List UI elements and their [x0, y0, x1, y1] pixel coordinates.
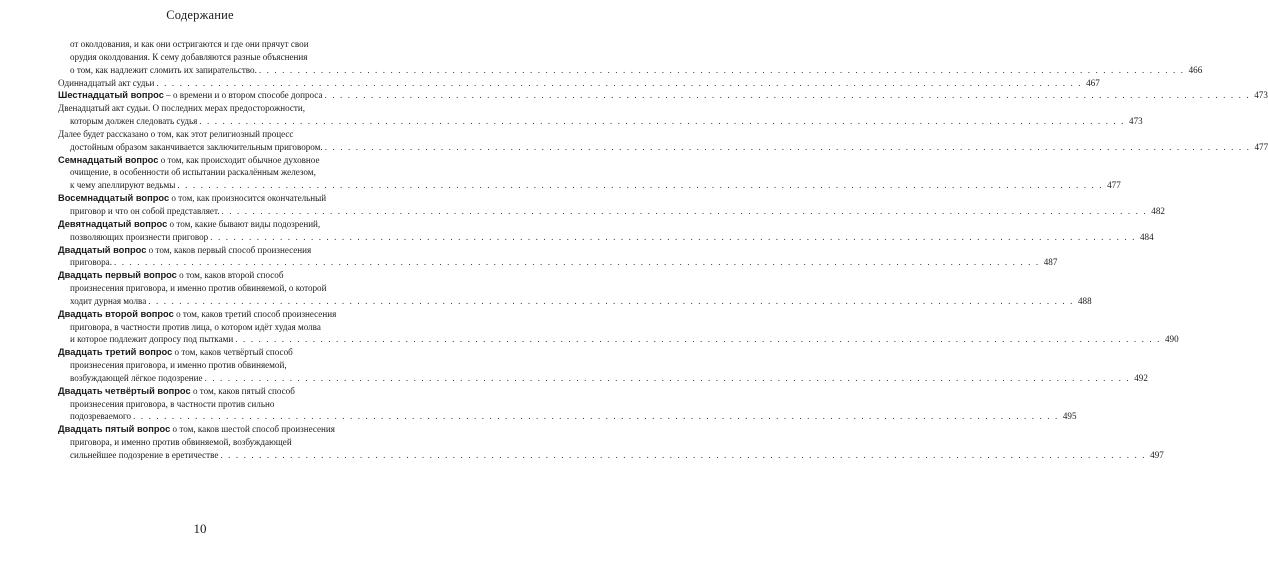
toc-entry-last-line	[58, 295, 1092, 308]
toc-entry-last-line	[58, 89, 1268, 102]
page-number: 10	[193, 521, 207, 536]
dot-leader: . . . . . . . . . . . . . . . . . . . . . . . . . . . . . . . . . . . . . . . . . . . . . . . . . . . . . . . . . . . . . . . . . . . . . . . . . . . . . . . . . . . . . . . . . . . . . . . . . . . . . . . . . . . . . . . . . . . . . . . .	[177, 180, 1104, 191]
toc-page-number: 466	[1188, 64, 1203, 75]
toc-entry-line	[58, 102, 358, 115]
toc-text: и которое подлежит допросу под пытками	[70, 334, 234, 345]
toc-text: Далее будет рассказано о том, как этот религиозный процесс	[58, 128, 294, 139]
toc-text: которым должен следовать судья	[70, 116, 198, 127]
toc-entry-line	[58, 346, 358, 359]
toc-heading: Семнадцатый вопрос	[58, 154, 159, 165]
toc-page-number: 467	[1086, 77, 1100, 88]
toc-text: произнесения приговора, и именно против обвиняемой, о которой	[70, 283, 327, 294]
toc-text: к чему апеллируют ведьмы	[70, 180, 176, 191]
toc-entry	[58, 102, 1143, 128]
toc-text: Одиннадцатый акт судьи	[58, 77, 155, 88]
toc-entry	[58, 244, 1058, 270]
toc-entry-last-line	[58, 115, 1143, 128]
toc-text: произнесения приговора, и именно против обвиняемой,	[70, 360, 287, 371]
toc-text: приговора, и именно против обвиняемой, возбуждающей	[70, 437, 292, 448]
dot-leader: . . . . . . . . . . . . . . . . . . . . . . . . . . . . . . . . . . . . . . . . . . . . . . . . . . . . . . . . . . . . . . . . . . . . . . . . . . . . . . . . . . . . . . . . . . . . . . . . . . . . . . . . . . . . . . . . . . . . . . . .	[204, 372, 1131, 383]
toc-entry	[58, 385, 1077, 424]
toc-entry-last-line	[58, 77, 1100, 90]
toc-text: о том, как произносится окончательный	[169, 193, 327, 204]
toc-entry	[58, 192, 1165, 218]
toc-heading: Двадцать второй вопрос	[58, 308, 174, 319]
toc-page-number: 484	[1139, 231, 1154, 242]
toc-entry-line	[58, 423, 358, 436]
toc-entry-line	[58, 218, 358, 231]
toc-entry-line	[58, 128, 358, 141]
toc-heading: Девятнадцатый вопрос	[58, 218, 168, 229]
dot-leader: . . . . . . . . . . . . . . . . . . . . . . . . . . . . . . . . . . . . . . . . . . . . . . . . . . . . . . . . . . . . . . . . . . . . . . . . . . . . . . . . . . . . . . . . . . . . . . . . . . . . . . . . . . . . . . . . . . . . . . . .	[199, 116, 1126, 127]
toc-entry-line	[58, 166, 358, 179]
toc-text: приговора, в частности против лица, о котором идёт худая молва	[70, 321, 321, 332]
toc-entry-line	[58, 308, 358, 321]
toc-page-number: 490	[1164, 334, 1179, 345]
toc-text: о том, какие бывают виды подозрений,	[167, 218, 321, 229]
toc-entry-last-line	[58, 231, 1154, 244]
toc-page-number: 495	[1062, 411, 1077, 422]
dot-leader: . . . . . . . . . . . . . . . . . . . . . . . . . . . . . . . . . . . . . . . . . . . . . . . . . . . . . . . . . . . . . . . . . . . . . . . . . . . . . . . . . . . . . . . . . . . . . . . . . . . . . . . . . . . . . . . . . . . . . . . .	[133, 411, 1059, 422]
toc-page-number: 473	[1129, 116, 1143, 127]
toc-entry	[58, 89, 1268, 102]
toc-entry-line	[58, 321, 358, 334]
toc-entry-last-line	[58, 410, 1077, 423]
toc-text: возбуждающей лёгкое подозрение	[70, 372, 203, 383]
toc-heading: Двадцать третий вопрос	[58, 347, 173, 358]
toc-text: очищение, в особенности об испытании раскалённым железом,	[70, 167, 316, 178]
toc-page-number: 492	[1134, 372, 1148, 383]
dot-leader: . . . . . . . . . . . . . . . . . . . . . . . . . . . . . . . . . . . . . . . . . . . . . . . . . . . . . . . . . . . . . . . . . . . . . . . . . . . . . . . . . . . . . . . . . . . . . . . . . . . . . . . . . . . . . . . . . . . . . . . .	[220, 450, 1147, 460]
toc-page-number: 477	[1107, 180, 1121, 191]
toc-text: – о времени и о втором способе допроса	[163, 90, 323, 101]
toc-entry-last-line	[58, 333, 1179, 346]
dot-leader: . . . . . . . . . . . . . . . . . . . . . . . . . . . . . . . . . . . . . . . . . . . . . . . . . . . . . . . . . . . . . . . . . . . . . . . . . . . . . . . . . . . . . . . . . . . . . . . . . . . . . . . . . . . . . . . . . . . . . . . .	[156, 77, 1083, 88]
toc-entry-line	[58, 359, 358, 372]
dot-leader: . . . . . . . . . . . . . . . . . . . . . . . . . . . . . . . . . . . . . . . . . . . . . . . . . . . . . . . . . . . . . . . . . . . . . . . . . . . . . . . . . . . . . . . . . . . . . . . . . . . . . . . . . . . . . . . . . . . . . . . .	[235, 334, 1161, 345]
dot-leader: . . . . . . . . . . . . . . . . . . . . . . . . . . . . . . . . . . . . . . . . . . . . . . . . . . . . . . . . . . . . . . . . . . . . . . . . . . . . . . . . . . . . . . . . . . . . . . . . . . . . . . . . . . . . . . . . . . . . . . . .	[210, 231, 1136, 242]
dot-leader: . . . . . . . . . . . . . . . . . . . . . . . . . . . . . . . . . . . . . . . . . . . . . . . . . . . . . . . . . . . . . . . . . . . . . . . . . . . . . . . . . . . . . . . . . . . . . . . . . . . . . . . . . . . . . . . . . . . . . . . .	[113, 257, 1040, 268]
toc-page-number: 488	[1078, 295, 1092, 306]
toc-page-number: 497	[1150, 450, 1164, 460]
toc-text: приговора.	[70, 257, 112, 268]
dot-leader: . . . . . . . . . . . . . . . . . . . . . . . . . . . . . . . . . . . . . . . . . . . . . . . . . . . . . . . . . . . . . . . . . . . . . . . . . . . . . . . . . . . . . . . . . . . . . . . . . . . . . . . . . . . . . . . . . . . . . . . .	[148, 295, 1074, 306]
toc-text: о том, каков первый способ произнесения	[146, 244, 312, 255]
toc-entry	[58, 346, 1148, 385]
page-title: Содержание	[166, 8, 234, 22]
toc-text: подозреваемого	[70, 411, 132, 422]
toc-page-number: 487	[1043, 257, 1058, 268]
toc-heading: Двадцать первый вопрос	[58, 270, 177, 281]
toc-text: о том, как надлежит сломить их запирательство.	[70, 64, 257, 75]
toc-heading: Двадцать четвёртый вопрос	[58, 385, 191, 396]
toc-text: достойным образом заканчивается заключительным приговором.	[70, 141, 323, 152]
toc-heading: Двадцать пятый вопрос	[58, 424, 171, 435]
toc-entry	[58, 218, 1154, 244]
toc-text: о том, каков шестой способ произнесения	[170, 424, 335, 435]
toc-text: орудия околдования. К сему добавляются разные объяснения	[70, 51, 308, 62]
toc-text: о том, как происходит обычное духовное	[158, 154, 320, 165]
toc-entry-line	[58, 192, 358, 205]
toc-text: от околдования, и как они остригаются и где они прячут свои	[70, 39, 309, 49]
toc-text: Двенадцатый акт судьи. О последних мерах предосторожности,	[58, 103, 306, 114]
dot-leader: . . . . . . . . . . . . . . . . . . . . . . . . . . . . . . . . . . . . . . . . . . . . . . . . . . . . . . . . . . . . . . . . . . . . . . . . . . . . . . . . . . . . . . . . . . . . . . . . . . . . . . . . . . . . . . . . . . . . . . . .	[221, 205, 1148, 216]
toc-entry-last-line	[58, 141, 1268, 154]
toc-text: о том, каков пятый способ	[190, 385, 295, 396]
toc-entry-last-line	[58, 205, 1165, 218]
toc-text: сильнейшее подозрение в еретичестве	[70, 450, 219, 460]
toc-entry-line	[58, 154, 358, 167]
toc-heading: Двадцатый вопрос	[58, 244, 147, 255]
toc-text: о том, каков третий способ произнесения	[173, 308, 337, 319]
toc-page-number: 473	[1254, 90, 1268, 101]
dot-leader: . . . . . . . . . . . . . . . . . . . . . . . . . . . . . . . . . . . . . . . . . . . . . . . . . . . . . . . . . . . . . . . . . . . . . . . . . . . . . . . . . . . . . . . . . . . . . . . . . . . . . . . . . . . . . . . . . . . . . . . .	[324, 90, 1251, 101]
toc-page-number: 477	[1254, 141, 1268, 152]
toc-heading: Восемнадцатый вопрос	[58, 193, 170, 204]
toc-entry-line	[58, 269, 358, 282]
toc-text: о том, каков четвёртый способ	[172, 347, 293, 358]
toc-entry-last-line	[58, 256, 1058, 269]
toc-entry	[58, 77, 1100, 90]
table-of-contents	[58, 38, 1268, 462]
toc-entry	[58, 308, 1179, 347]
toc-entry	[58, 423, 1164, 462]
toc-entry-line	[58, 38, 358, 51]
toc-entry-last-line	[58, 64, 1203, 77]
toc-entry-line	[58, 398, 358, 411]
toc-entry-last-line	[58, 179, 1121, 192]
toc-text: ходит дурная молва	[70, 295, 147, 306]
toc-text: о том, каков второй способ	[176, 270, 284, 281]
toc-entry	[58, 154, 1121, 193]
toc-text: позволяющих произнести приговор	[70, 231, 209, 242]
toc-entry	[58, 38, 1203, 77]
toc-entry-line	[58, 51, 358, 64]
toc-heading: Шестнадцатый вопрос	[58, 90, 164, 101]
toc-entry	[58, 128, 1268, 154]
toc-entry-line	[58, 244, 358, 257]
toc-entry-last-line	[58, 372, 1148, 385]
toc-entry	[58, 269, 1092, 308]
dot-leader: . . . . . . . . . . . . . . . . . . . . . . . . . . . . . . . . . . . . . . . . . . . . . . . . . . . . . . . . . . . . . . . . . . . . . . . . . . . . . . . . . . . . . . . . . . . . . . . . . . . . . . . . . . . . . . . . . . . . . . . .	[258, 64, 1185, 75]
toc-text: приговор и что он собой представляет.	[70, 205, 220, 216]
dot-leader: . . . . . . . . . . . . . . . . . . . . . . . . . . . . . . . . . . . . . . . . . . . . . . . . . . . . . . . . . . . . . . . . . . . . . . . . . . . . . . . . . . . . . . . . . . . . . . . . . . . . . . . . . . . . . . . . . . . . . . . .	[324, 141, 1251, 152]
toc-entry-line	[58, 436, 358, 449]
toc-text: произнесения приговора, в частности против сильно	[70, 398, 275, 409]
toc-entry-last-line	[58, 449, 1164, 462]
toc-entry-line	[58, 282, 358, 295]
toc-page-number: 482	[1151, 205, 1165, 216]
toc-entry-line	[58, 385, 358, 398]
